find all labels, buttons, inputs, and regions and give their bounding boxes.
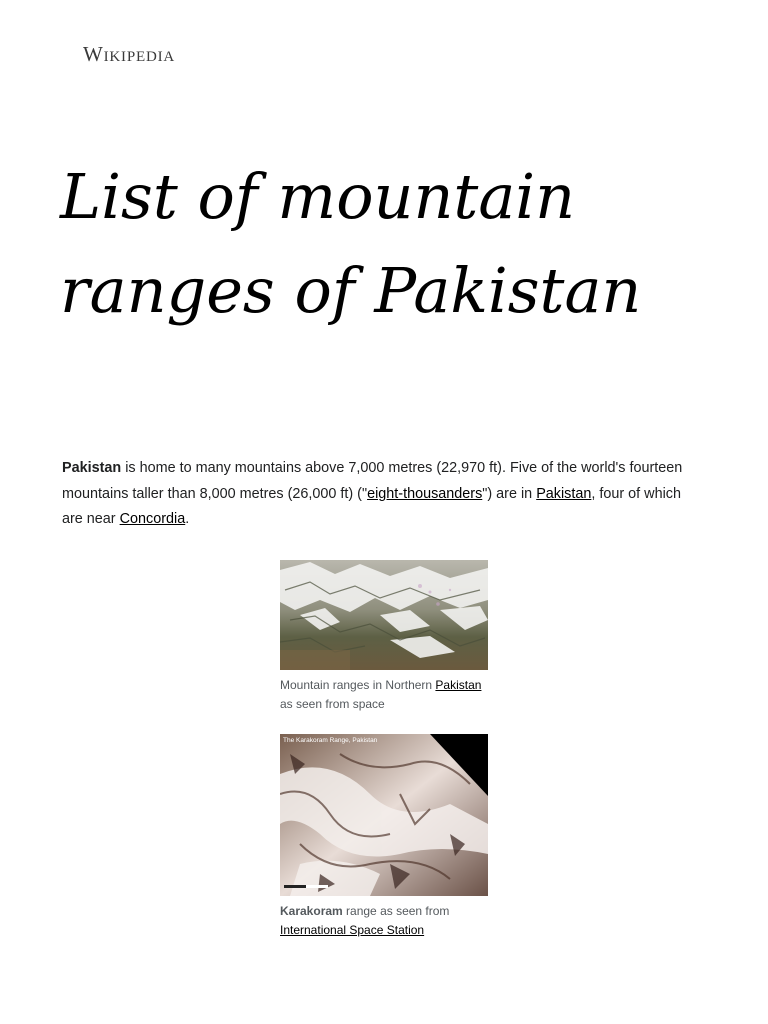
eight-thousanders-link[interactable]: eight-thousanders — [367, 485, 483, 502]
caption-text: Mountain ranges in Northern — [280, 678, 436, 692]
caption-text-2: as seen from space — [280, 696, 385, 711]
page-title: List of mountain ranges of Pakistan — [60, 160, 642, 327]
lead-text-2: ") are in — [482, 485, 537, 502]
figure-caption — [280, 902, 488, 939]
lead-text-1: is home to many mountains above 7,000 metres (22,970 ft). Five of the world's fourteen mountains taller than 8,000 metres (26,000 ft) (" — [62, 460, 683, 502]
overlay-title: The Karakoram Range, Pakistan — [283, 737, 378, 744]
caption-pakistan-link[interactable]: Pakistan — [435, 678, 482, 692]
lead-text-3: , four of which are near — [62, 485, 681, 527]
pakistan-link[interactable]: Pakistan — [536, 485, 592, 502]
concordia-link[interactable]: Concordia — [119, 511, 186, 527]
lead-paragraph — [62, 456, 702, 533]
satellite-image-northern-pakistan[interactable] — [280, 560, 488, 670]
iss-photo-karakoram[interactable] — [280, 734, 488, 896]
figure-karakoram — [280, 734, 488, 939]
figure-northern-pakistan — [280, 560, 488, 713]
figure-caption — [280, 676, 488, 713]
lead-text-4: . — [185, 511, 190, 527]
wikipedia-wordmark[interactable]: Wikipedia — [83, 42, 176, 66]
lead-subject: Pakistan — [62, 460, 122, 476]
caption-text: range as seen from — [342, 904, 450, 918]
caption-bold-karakoram: Karakoram — [280, 904, 343, 918]
caption-iss-link[interactable]: International Space Station — [280, 922, 425, 937]
